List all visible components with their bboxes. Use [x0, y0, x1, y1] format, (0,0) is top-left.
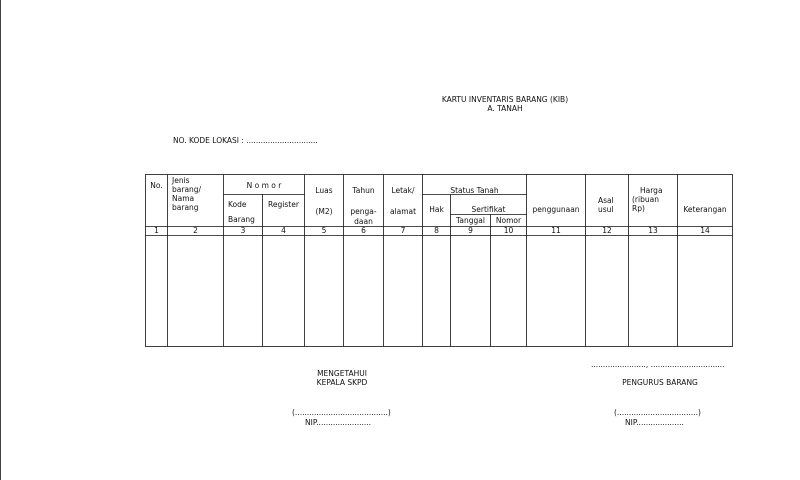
- footer-kepala-skpd: KEPALA SKPD: [316, 378, 368, 387]
- title-line-2: A. TANAH: [487, 104, 523, 113]
- footer-left-block: [290, 369, 394, 387]
- title-line-1: KARTU INVENTARIS BARANG (KIB): [441, 95, 569, 104]
- header-jenis-l1: Jenis: [172, 176, 190, 185]
- col-number: 14: [700, 226, 710, 235]
- col-number: 4: [281, 226, 286, 235]
- col-number: 7: [400, 226, 406, 235]
- header-luas-l2: (M2): [315, 207, 333, 216]
- header-tahun: [344, 186, 383, 226]
- header-register: Register: [268, 200, 299, 209]
- header-no: No.: [150, 181, 163, 190]
- header-keterangan: Keterangan: [683, 205, 727, 214]
- col-number: 11: [551, 226, 561, 235]
- header-asal-l2: usul: [598, 205, 614, 214]
- header-jenis-l2: barang/: [172, 185, 202, 194]
- footer-mengetahui: MENGETAHUI: [317, 369, 367, 378]
- kode-lokasi-label: NO. KODE LOKASI : ..............................: [173, 136, 318, 145]
- footer-left-nip: NIP.......................: [305, 418, 372, 427]
- col-number: 2: [193, 226, 198, 235]
- col-number: 12: [602, 226, 612, 235]
- header-asal-usul: [598, 196, 614, 214]
- header-letak: [384, 186, 422, 216]
- header-harga-l1: Harga: [640, 186, 663, 195]
- header-tahun-l1: Tahun: [352, 186, 375, 195]
- header-kode-l2: Barang: [228, 215, 255, 224]
- header-nomor: N o m o r: [246, 181, 282, 190]
- header-status-tanah: Status Tanah: [450, 186, 499, 195]
- header-asal-l1: Asal: [598, 196, 614, 205]
- header-tahun-l3: daan: [354, 217, 373, 226]
- header-penggunaan: penggunaan: [532, 205, 580, 214]
- header-harga: [632, 186, 663, 213]
- header-hak: Hak: [429, 205, 444, 214]
- col-number: 10: [503, 226, 514, 235]
- header-luas-l1: Luas: [315, 186, 333, 195]
- col-number: 1: [154, 226, 159, 235]
- footer-right-date: ......................., ...............................: [591, 360, 725, 369]
- footer-pengurus-barang: PENGURUS BARANG: [622, 378, 698, 387]
- header-harga-l2: (ribuan: [632, 195, 659, 204]
- header-harga-l3: Rp): [632, 204, 645, 213]
- header-tanggal: Tanggal: [456, 216, 485, 225]
- header-tahun-l2: penga-: [350, 207, 377, 216]
- header-letak-l2: alamat: [389, 207, 417, 216]
- col-number: 6: [361, 226, 366, 235]
- header-luas: [305, 186, 343, 216]
- header-jenis: [172, 176, 201, 212]
- header-jenis-l4: barang: [172, 203, 199, 212]
- header-nomor-sertifikat: Nomor: [495, 216, 522, 225]
- col-number: 5: [321, 226, 327, 235]
- header-kode-barang: [228, 200, 255, 224]
- header-sertifikat: Sertifikat: [471, 205, 506, 214]
- header-letak-l1: Letak/: [391, 186, 415, 195]
- col-number: 9: [468, 226, 473, 235]
- header-kode-l1: Kode: [228, 200, 247, 209]
- header-jenis-l3: Nama: [172, 194, 195, 203]
- col-number: 13: [648, 226, 658, 235]
- footer-right-nip: NIP....................: [625, 418, 684, 427]
- col-number: 3: [240, 226, 246, 235]
- footer-left-signature: (.......................................): [292, 408, 391, 417]
- footer-right-signature: (..................................): [614, 408, 701, 417]
- col-number: 8: [434, 226, 439, 235]
